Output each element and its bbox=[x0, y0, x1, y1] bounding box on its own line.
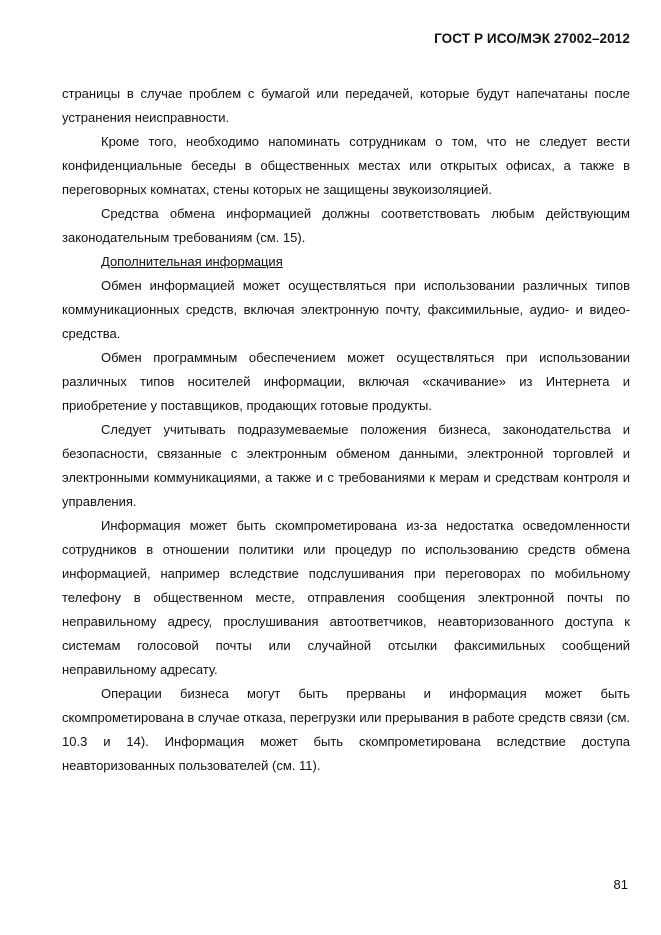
document-body bbox=[62, 82, 630, 778]
paragraph-legal-requirements: Средства обмена информацией должны соответствовать любым действующим законодательным требованиям (см. 15). bbox=[62, 206, 630, 245]
section-heading-additional-info bbox=[62, 250, 630, 274]
paragraph-continuation: страницы в случае проблем с бумагой или передачей, которые будут напечатаны после устранения неисправности. bbox=[62, 86, 630, 125]
standard-header: ГОСТ Р ИСО/МЭК 27002–2012 bbox=[434, 31, 630, 46]
paragraph-operations-interruption: Операции бизнеса могут быть прерваны и информация может быть скомпрометирована в случае отказа, перегрузки или прерывания в работе средств связи (см. 10.3 и 14). Информация может быть скомпрометирована вследствие доступа неавторизованных пользователей (см. 11). bbox=[62, 686, 630, 773]
paragraph-reminder: Кроме того, необходимо напоминать сотрудникам о том, что не следует вести конфиденциальные беседы в общественных местах или открытых офисах, а также в переговорных комнатах, стены которых не защищены звукоизоляцией. bbox=[62, 134, 630, 197]
paragraph-communication-means: Обмен информацией может осуществляться при использовании различных типов коммуникационных средств, включая электронную почту, факсимильные, аудио- и видео-средства. bbox=[62, 278, 630, 341]
paragraph-compromise-awareness: Информация может быть скомпрометирована из-за недостатка осведомленности сотрудников в отношении политики или процедур по использованию средств обмена информацией, например вследствие подслушивания при переговорах по мобильному телефону в общественном месте, отправления сообщения электронной почты по неправильному адресу, прослушивания автоответчиков, неавторизованного доступа к системам голосовой почты или случайной отсылки факсимильных сообщений неправильному адресату. bbox=[62, 518, 630, 677]
page-number: 81 bbox=[613, 877, 628, 892]
section-heading-text: Дополнительная информация bbox=[101, 254, 283, 269]
paragraph-business-considerations: Следует учитывать подразумеваемые положения бизнеса, законодательства и безопасности, связанные с электронным обменом данными, электронной торговлей и электронными коммуникациями, а также и с требованиями к мерам и средствам контроля и управления. bbox=[62, 422, 630, 509]
paragraph-software-exchange: Обмен программным обеспечением может осуществляться при использовании различных типов носителей информации, включая «скачивание» из Интернета и приобретение у поставщиков, продающих готовые продукты. bbox=[62, 350, 630, 413]
